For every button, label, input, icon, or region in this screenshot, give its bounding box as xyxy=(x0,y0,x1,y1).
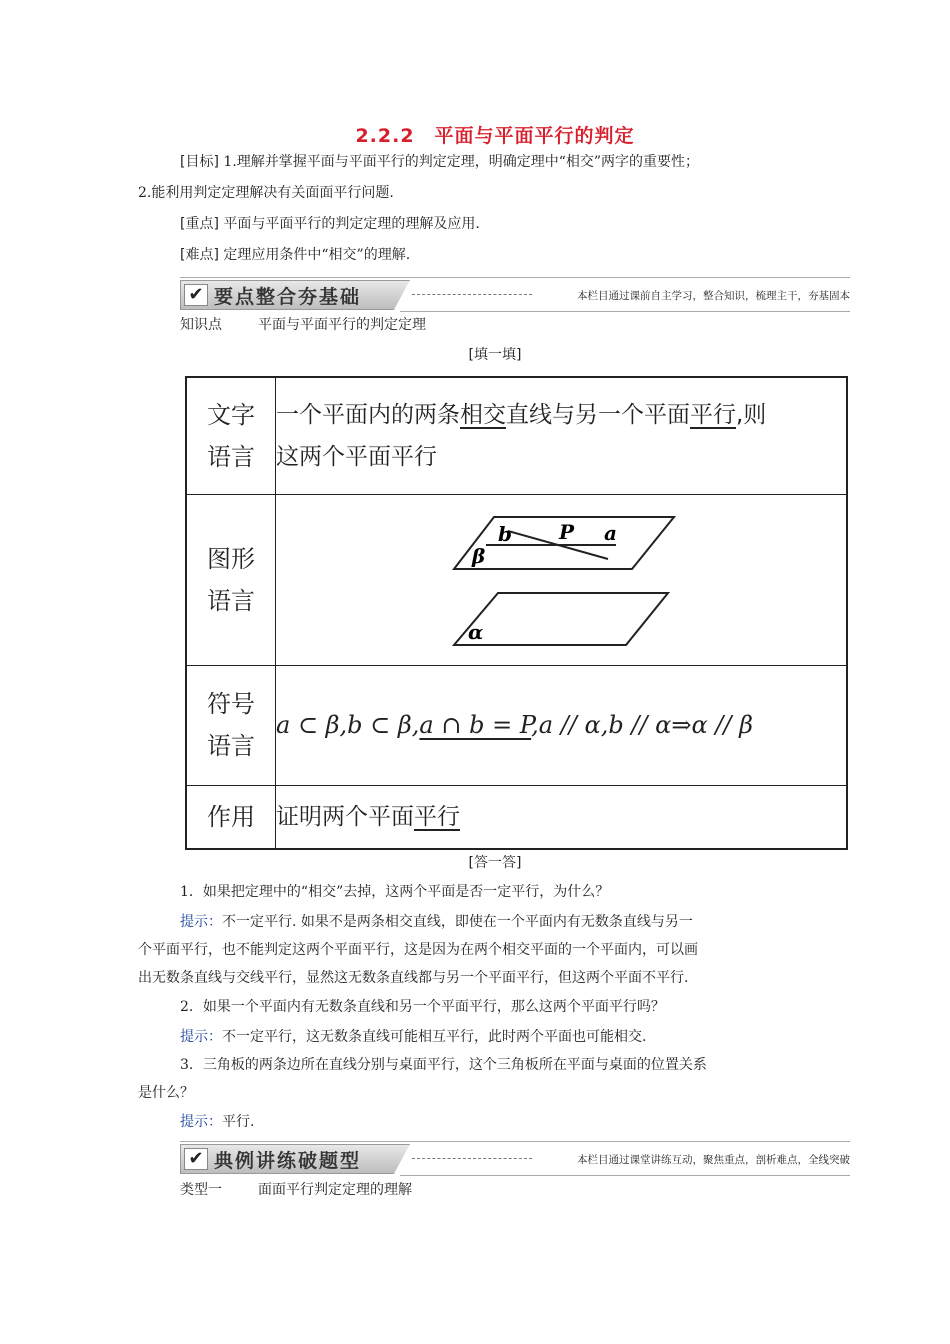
label-p: P xyxy=(559,519,575,544)
knowledge-label: 知识点 xyxy=(180,317,222,333)
hint-1-line-1 xyxy=(180,912,870,932)
table-row-usage xyxy=(186,785,847,849)
type-1-label: 类型一 xyxy=(180,1182,222,1198)
row-content-text: 一个平面内的两条相交直线与另一个平面平行,则 这两个平面平行 xyxy=(276,377,848,494)
hint-1-line-2: 个平面平行，也不能判定这两个平面平行，这是因为在两个相交平面的一个平面内，可以画 xyxy=(138,942,698,958)
hint-1-tag: 提示： xyxy=(180,914,222,930)
hint-3-tag: 提示： xyxy=(180,1114,222,1130)
theorem-table xyxy=(185,376,848,850)
goal-tag: [目标] xyxy=(180,154,219,170)
banner-1-title: 要点整合夯基础 xyxy=(214,286,362,308)
answer-label: [答一答] xyxy=(468,855,522,871)
banner-2-note: 本栏目通过课堂讲练互动，聚焦重点，剖析难点，全线突破 xyxy=(577,1154,850,1166)
difficult-text: 定理应用条件中“相交”的理解. xyxy=(218,247,411,263)
goal-line-1 xyxy=(180,152,870,172)
check-icon: ✔ xyxy=(184,1148,208,1170)
question-3-line-1: 3．三角板的两条边所在直线分别与桌面平行，这个三角板所在平面与桌面的位置关系 xyxy=(180,1057,707,1073)
label-b: b xyxy=(498,521,512,546)
hint-2-line xyxy=(180,1027,870,1047)
row-header-text: 文字 语言 xyxy=(186,377,276,494)
goal-text-2: 2.能利用判定定理解决有关面面平行问题. xyxy=(138,185,394,201)
key-line xyxy=(180,214,870,234)
table-row-text xyxy=(186,377,847,494)
key-text: 平面与平面平行的判定定理的理解及应用. xyxy=(218,216,480,232)
knowledge-heading xyxy=(180,315,870,335)
section-banner-2 xyxy=(180,1144,850,1176)
hint-3-line xyxy=(180,1112,870,1132)
plane-alpha xyxy=(454,593,668,645)
parallel-planes-figure xyxy=(276,495,846,661)
label-alpha: α xyxy=(468,619,484,644)
row-header-usage: 作用 xyxy=(186,785,276,849)
row-content-figure xyxy=(276,494,848,665)
hint-1-text-1: 不一定平行. 如果不是两条相交直线，即使在一个平面内有无数条直线与另一 xyxy=(222,914,693,930)
page-title: 2.2.2 平面与平面平行的判定 xyxy=(355,125,635,147)
banner-1-note: 本栏目通过课前自主学习，整合知识，梳理主干，夯基固本 xyxy=(577,290,850,302)
table-row-symbol xyxy=(186,665,847,785)
goal-text-1: 1.理解并掌握平面与平面平行的判定定理，明确定理中“相交”两字的重要性； xyxy=(218,154,700,170)
difficult-line xyxy=(180,245,870,265)
hint-2-tag: 提示： xyxy=(180,1029,222,1045)
table-row-figure xyxy=(186,494,847,665)
type-1-heading xyxy=(180,1180,870,1200)
type-1-title: 面面平行判定定理的理解 xyxy=(258,1182,412,1198)
hint-2-text: 不一定平行，这无数条直线可能相互平行，此时两个平面也可能相交. xyxy=(222,1029,647,1045)
row-header-figure: 图形 语言 xyxy=(186,494,276,665)
banner-2-title: 典例讲练破题型 xyxy=(214,1150,362,1172)
check-icon: ✔ xyxy=(184,284,208,306)
fill-label: [填一填] xyxy=(468,347,522,363)
key-tag: [重点] xyxy=(180,216,219,232)
hint-1-line-3: 出无数条直线与交线平行，显然这无数条直线都与另一个平面平行，但这两个平面不平行. xyxy=(138,970,689,986)
knowledge-title: 平面与平面平行的判定定理 xyxy=(258,317,426,333)
row-header-symbol: 符号 语言 xyxy=(186,665,276,785)
section-banner-1 xyxy=(180,280,850,312)
label-a: a xyxy=(604,520,617,545)
row-content-usage: 证明两个平面平行 xyxy=(276,785,848,849)
row-content-symbol: a ⊂ β,b ⊂ β,a ∩ b = P,a // α,b // α⇒α // β xyxy=(276,665,848,785)
question-1: 1．如果把定理中的“相交”去掉，这两个平面是否一定平行，为什么？ xyxy=(180,884,610,900)
difficult-tag: [难点] xyxy=(180,247,219,263)
label-beta: β xyxy=(472,543,486,568)
question-2: 2．如果一个平面内有无数条直线和另一个平面平行，那么这两个平面平行吗？ xyxy=(180,999,665,1015)
hint-3-text: 平行. xyxy=(222,1114,255,1130)
question-3-line-2: 是什么？ xyxy=(138,1085,194,1101)
